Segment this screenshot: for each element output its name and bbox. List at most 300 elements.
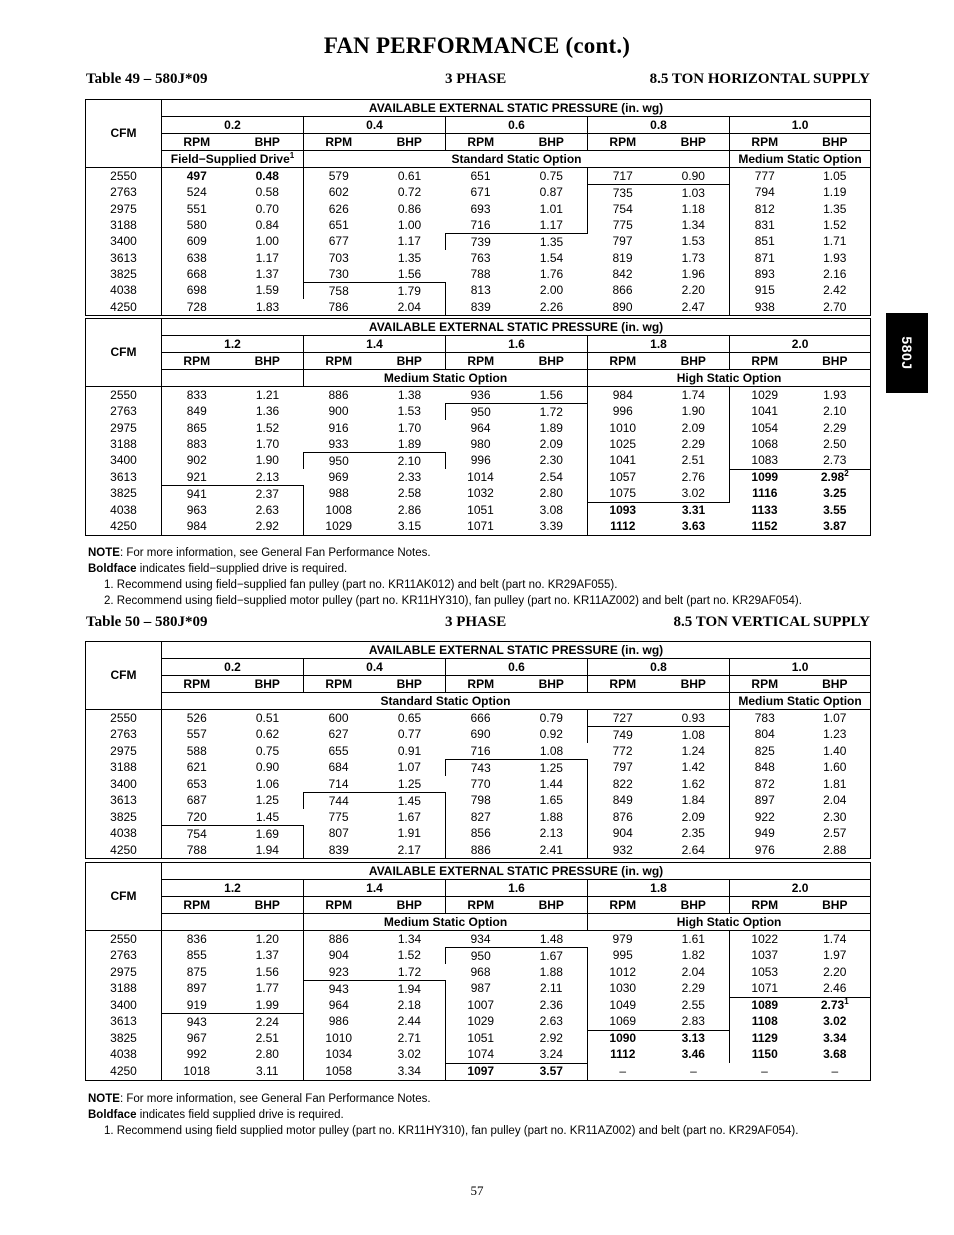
bhp-value: 1.21 [255, 387, 280, 402]
rpm-value: 1030 [609, 981, 637, 996]
bhp-value: 0.90 [681, 168, 705, 183]
bhp-value: 3.34 [397, 1063, 421, 1078]
bhp-value: 2.09 [516, 436, 588, 453]
bhp-value: 1.06 [255, 776, 280, 791]
bhp-value: 1.53 [397, 404, 421, 419]
bhp-header: BHP [374, 676, 446, 693]
rpm-value: 1025 [609, 436, 637, 451]
bhp-header: BHP [374, 353, 446, 370]
rpm-value: 1112 [588, 519, 658, 536]
bhp-value: 2.29 [823, 420, 847, 435]
high-static-label: High Static Option [588, 914, 871, 931]
bhp-value: 1.03 [658, 185, 730, 202]
cfm-value: 3188 [86, 436, 162, 453]
bhp-value: 1.99 [232, 997, 304, 1014]
bhp-value: 0.65 [397, 710, 422, 725]
rpm-header: RPM [304, 897, 374, 914]
pressure-header: 1.8 [588, 880, 730, 897]
table-row [86, 743, 871, 760]
cfm-value: 4038 [86, 283, 162, 300]
medium-static-label: Medium Static Option [730, 151, 871, 168]
rpm-value: 727 [588, 710, 658, 727]
rpm-value: 886 [328, 387, 349, 402]
rpm-value: 1057 [609, 469, 637, 484]
bhp-value: 1.69 [232, 826, 304, 843]
rpm-value: 1051 [467, 502, 494, 517]
rpm-value: 943 [162, 1014, 232, 1031]
rpm-value: 579 [328, 168, 349, 183]
bhp-value: 2.51 [232, 1030, 304, 1047]
rpm-value: 1108 [730, 1014, 800, 1031]
bhp-value: 2.64 [681, 842, 705, 857]
bhp-value: 2.30 [823, 809, 847, 824]
bhp-value: 3.15 [397, 519, 422, 533]
table-row [86, 842, 871, 859]
rpm-header: RPM [588, 134, 658, 151]
bhp-value: 2.44 [374, 1014, 446, 1031]
rpm-header: RPM [304, 676, 374, 693]
pressure-header: 1.0 [730, 659, 871, 676]
rpm-value: 1054 [751, 420, 779, 435]
bhp-value: 2.46 [823, 981, 847, 995]
table-row [86, 793, 871, 810]
bhp-value: 1.56 [232, 964, 304, 981]
table-row [86, 266, 871, 283]
rpm-value: 995 [612, 948, 633, 963]
bhp-header: BHP [800, 134, 871, 151]
rpm-header: RPM [588, 676, 658, 693]
rpm-value: 890 [612, 299, 633, 314]
bhp-value: – [831, 1063, 839, 1078]
bhp-value: 2.47 [681, 299, 705, 314]
rpm-value: 807 [328, 826, 349, 841]
rpm-value: 763 [470, 250, 491, 265]
rpm-value: 886 [470, 842, 491, 857]
field-supplied-drive-label: Field−Supplied Drive$^1$ [162, 151, 304, 168]
pressure-header: 2.0 [730, 336, 871, 353]
bhp-value: 2.73 [823, 453, 847, 467]
empty-option [162, 914, 304, 931]
rpm-value: 1049 [609, 997, 637, 1012]
bhp-value: 3.57 [516, 1063, 588, 1080]
page-number: 57 [470, 1183, 484, 1198]
bhp-header: BHP [516, 676, 588, 693]
rpm-value: 916 [328, 420, 349, 435]
rpm-value: 902 [186, 453, 207, 468]
rpm-value: 627 [328, 727, 349, 742]
rpm-value: 651 [470, 168, 491, 183]
note-line: NOTE: For more information, see General Fan Performance Notes. [88, 547, 431, 559]
pressure-header: 2.0 [730, 880, 871, 897]
cfm-value: 4250 [86, 1063, 162, 1080]
cfm-value: 3400 [86, 997, 162, 1014]
bhp-value: 1.35 [516, 234, 588, 251]
bhp-value: 1.88 [516, 964, 588, 981]
rpm-header: RPM [446, 134, 516, 151]
bhp-value: 0.79 [539, 710, 563, 725]
bhp-value: 2.88 [823, 842, 847, 857]
bhp-header: BHP [658, 134, 730, 151]
table-row [86, 727, 871, 744]
bhp-value: 1.25 [255, 793, 279, 808]
table-row [86, 1047, 871, 1064]
rpm-value: 1007 [467, 997, 495, 1012]
bhp-value: 2.92 [516, 1030, 588, 1047]
cfm-value: 2763 [86, 948, 162, 965]
rpm-value: 651 [328, 217, 349, 232]
rpm-value: 839 [470, 299, 491, 314]
rpm-value: 1097 [446, 1063, 516, 1080]
footnote-1: 1. Recommend using field−supplied fan pulley (part no. KR11AK012) and belt (part no. KR29AF055). [104, 579, 618, 591]
pressure-header: 1.2 [162, 880, 304, 897]
rpm-value: 1069 [609, 1014, 637, 1028]
rpm-value: 600 [328, 710, 349, 725]
rpm-value: 772 [612, 743, 633, 758]
bhp-value: 1.35 [397, 250, 422, 265]
table-50-supply: 8.5 TON VERTICAL SUPPLY [673, 614, 870, 630]
bhp-value: 1.38 [397, 387, 422, 402]
cfm-value: 2763 [86, 727, 162, 744]
rpm-value: 754 [588, 201, 658, 217]
rpm-value: 1090 [588, 1030, 658, 1047]
rpm-value: 797 [612, 234, 633, 249]
rpm-value: 996 [470, 453, 491, 468]
bhp-value: 2.83 [658, 1014, 730, 1031]
medium-static-label: Medium Static Option [304, 914, 588, 931]
bhp-value: 2.54 [516, 469, 588, 486]
rpm-value: 1029 [751, 387, 779, 402]
rpm-value: 638 [186, 250, 207, 265]
bhp-header: BHP [658, 353, 730, 370]
bhp-value: 1.48 [539, 931, 564, 946]
table-row [86, 469, 871, 486]
rpm-value: 744 [304, 793, 374, 810]
rpm-value: 1029 [325, 519, 353, 533]
bhp-value: 2.11 [516, 981, 588, 998]
table-row [86, 519, 871, 536]
cfm-value: 4038 [86, 502, 162, 519]
cfm-value: 4250 [86, 299, 162, 316]
bhp-value: 1.67 [516, 948, 588, 965]
rpm-header: RPM [446, 353, 516, 370]
cfm-value: 4250 [86, 519, 162, 536]
bhp-value: 3.08 [516, 502, 588, 519]
bhp-header: BHP [232, 353, 304, 370]
table-row [86, 948, 871, 965]
table-row [86, 436, 871, 453]
rpm-value: 526 [186, 710, 207, 725]
bhp-value: 2.20 [823, 964, 847, 979]
bhp-header: BHP [516, 897, 588, 914]
bhp-value: 1.56 [516, 387, 588, 404]
bhp-value: 1.01 [539, 201, 563, 216]
rpm-value: 923 [328, 964, 349, 979]
bhp-value: 2.33 [397, 469, 422, 484]
table-row [86, 201, 871, 217]
bhp-value: 0.70 [232, 201, 304, 217]
rpm-value: 866 [612, 283, 633, 298]
rpm-value: 1058 [325, 1063, 353, 1078]
bhp-value: 1.34 [681, 217, 705, 232]
rpm-value: 980 [470, 436, 491, 451]
rpm-value: 967 [186, 1030, 207, 1045]
empty-option [162, 370, 304, 387]
bhp-value: 1.77 [232, 981, 304, 998]
rpm-value: 1051 [467, 1030, 495, 1045]
bhp-value: 1.17 [232, 250, 304, 266]
bhp-value: 1.00 [397, 217, 422, 232]
cfm-value: 3613 [86, 469, 162, 486]
pressure-header: 1.4 [304, 880, 446, 897]
bhp-value: 1.88 [516, 809, 588, 826]
rpm-value: 825 [730, 743, 800, 760]
bhp-value: 1.44 [516, 776, 588, 793]
table-49-caption [86, 71, 870, 89]
rpm-value: 668 [186, 266, 207, 281]
bhp-value: 0.75 [255, 743, 280, 758]
bhp-value: 1.56 [397, 266, 422, 281]
bhp-header: BHP [800, 353, 871, 370]
bhp-value: 2.92 [232, 519, 304, 536]
rpm-value: 798 [470, 793, 491, 808]
rpm-value: 831 [730, 217, 800, 234]
rpm-value: 986 [328, 1014, 349, 1029]
bhp-value: 1.53 [681, 234, 705, 249]
rpm-value: 1129 [730, 1030, 800, 1047]
bhp-value: 1.76 [539, 266, 564, 281]
bhp-value: 0.84 [232, 217, 304, 234]
rpm-value: 897 [730, 793, 800, 810]
bhp-value: 2.98$^2$ [800, 469, 871, 486]
rpm-value: 714 [328, 776, 349, 791]
bhp-header: BHP [374, 897, 446, 914]
bhp-value: 2.42 [823, 283, 847, 298]
bhp-value: 2.70 [823, 299, 847, 314]
cfm-value: 3825 [86, 266, 162, 283]
rpm-header: RPM [588, 897, 658, 914]
cfm-value: 3400 [86, 776, 162, 793]
bhp-value: 1.25 [516, 760, 588, 777]
rpm-value: 1037 [751, 948, 779, 963]
rpm-value: 915 [730, 283, 800, 300]
bhp-value: 2.51 [658, 453, 730, 470]
bhp-value: 1.34 [397, 931, 422, 946]
rpm-value: 941 [162, 486, 232, 503]
cfm-value: 2975 [86, 201, 162, 217]
rpm-header: RPM [588, 353, 658, 370]
rpm-value: 822 [612, 776, 633, 791]
rpm-value: 938 [730, 299, 800, 316]
cfm-value: 3825 [86, 809, 162, 826]
rpm-value: 848 [730, 760, 800, 777]
rpm-value: 1022 [751, 931, 779, 946]
note-line: NOTE: For more information, see General Fan Performance Notes. [88, 1093, 431, 1105]
rpm-value: 1083 [751, 453, 779, 467]
bhp-value: 2.20 [681, 283, 705, 298]
pressure-header: 0.2 [162, 659, 304, 676]
bhp-value: 1.36 [255, 404, 280, 419]
pressure-header: 0.4 [304, 659, 446, 676]
rpm-value: – [619, 1063, 627, 1078]
medium-static-label: Medium Static Option [730, 693, 871, 710]
rpm-value: 849 [612, 793, 633, 808]
bhp-value: 1.83 [255, 299, 280, 314]
standard-static-label: Standard Static Option [304, 151, 730, 168]
rpm-value: 1089 [730, 997, 800, 1014]
table-row [86, 185, 871, 202]
rpm-value: 626 [328, 201, 349, 216]
rpm-value: 524 [186, 185, 207, 200]
table-row [86, 997, 871, 1014]
rpm-value: 687 [186, 793, 207, 808]
table-row [86, 234, 871, 251]
bhp-value: 1.93 [823, 387, 847, 402]
bhp-value: 2.58 [397, 486, 422, 501]
footnote-2: 2. Recommend using field−supplied motor pulley (part no. KR11HY310), fan pulley (part no. KR11AZ002) and belt (part no. KR29AF054). [104, 595, 802, 607]
bhp-value: 2.41 [516, 842, 588, 859]
pressure-header: 0.6 [446, 117, 588, 134]
rpm-value: 497 [186, 168, 207, 183]
bhp-header: BHP [232, 134, 304, 151]
rpm-value: 950 [304, 453, 374, 470]
table-row [86, 502, 871, 519]
bhp-value: 1.70 [397, 420, 422, 435]
rpm-value: 936 [470, 387, 491, 402]
rpm-value: 855 [186, 948, 207, 963]
rpm-value: 904 [328, 948, 349, 963]
table-row [86, 809, 871, 826]
rpm-value: 775 [588, 217, 658, 234]
bhp-value: 1.91 [374, 826, 446, 843]
bhp-value: 1.97 [823, 948, 847, 963]
table-50-part-2 [85, 862, 871, 1081]
rpm-value: 984 [612, 387, 633, 402]
bhp-value: 2.80 [516, 486, 588, 503]
cfm-value: 3400 [86, 453, 162, 470]
bhp-value: 2.04 [658, 964, 730, 981]
bhp-value: 1.24 [681, 743, 705, 758]
bhp-value: 3.34 [823, 1030, 847, 1045]
rpm-value: 1150 [730, 1047, 800, 1064]
bhp-value: 1.72 [516, 404, 588, 421]
bhp-header: BHP [232, 897, 304, 914]
bhp-value: 1.05 [823, 168, 847, 183]
rpm-value: 1116 [752, 486, 778, 501]
rpm-value: 735 [588, 185, 658, 202]
bhp-value: 2.18 [374, 997, 446, 1014]
cfm-value: 2550 [86, 931, 162, 948]
rpm-value: 758 [304, 283, 374, 300]
bhp-value: 3.87 [823, 519, 847, 533]
rpm-value: 621 [186, 760, 207, 775]
bhp-value: 2.63 [516, 1014, 588, 1031]
rpm-value: 1029 [467, 1014, 495, 1029]
bhp-value: 2.09 [681, 809, 705, 824]
table-row [86, 1030, 871, 1047]
table-49-title: Table 49 – 580J*09 [86, 71, 208, 87]
standard-static-label: Standard Static Option [162, 693, 730, 710]
section-tab-label: 580J [899, 336, 915, 370]
bhp-value: 3.24 [516, 1047, 588, 1064]
rpm-value: 851 [730, 234, 800, 251]
rpm-value: 588 [186, 743, 207, 758]
table-row [86, 1063, 871, 1080]
bhp-value: 0.77 [397, 727, 422, 742]
bhp-value: 2.09 [658, 420, 730, 436]
pressure-header: 1.6 [446, 880, 588, 897]
cfm-value: 3613 [86, 250, 162, 266]
rpm-value: 842 [612, 266, 633, 281]
rpm-value: 922 [730, 809, 800, 826]
pressure-header: 0.2 [162, 117, 304, 134]
rpm-value: 609 [186, 234, 207, 249]
rpm-header: RPM [162, 897, 232, 914]
rpm-value: 754 [162, 826, 232, 843]
rpm-value: 788 [186, 842, 207, 857]
bhp-header: BHP [658, 897, 730, 914]
pressure-header: 1.6 [446, 336, 588, 353]
bhp-value: 1.89 [397, 436, 422, 451]
rpm-value: 984 [186, 519, 207, 533]
bhp-value: 1.72 [397, 964, 422, 979]
rpm-value: 950 [446, 404, 516, 421]
bhp-value: 1.70 [255, 436, 280, 451]
bhp-value: 1.20 [232, 931, 304, 948]
bhp-value: – [690, 1063, 697, 1078]
bhp-value: 2.17 [374, 842, 446, 859]
bhp-value: 2.80 [232, 1047, 304, 1064]
bhp-value: 3.11 [232, 1063, 304, 1080]
bhp-value: 1.40 [823, 743, 847, 758]
rpm-value: 1014 [467, 469, 494, 484]
pressure-header: 1.0 [730, 117, 871, 134]
table-row [86, 217, 871, 234]
bhp-value: 0.61 [397, 168, 422, 183]
rpm-value: 865 [186, 420, 207, 435]
table-row [86, 760, 871, 777]
rpm-value: 812 [730, 201, 800, 217]
table-row [86, 250, 871, 266]
rpm-value: 1074 [467, 1047, 495, 1061]
medium-static-label: Medium Static Option [304, 370, 588, 387]
cfm-value: 3825 [86, 1030, 162, 1047]
table-row [86, 387, 871, 404]
rpm-value: 1152 [751, 519, 778, 533]
table-row [86, 931, 871, 948]
rpm-value: 1034 [325, 1047, 353, 1062]
bhp-value: 2.00 [539, 283, 564, 298]
bhp-header: BHP [516, 353, 588, 370]
rpm-value: 839 [328, 842, 349, 857]
rpm-value: 883 [186, 436, 207, 451]
cfm-value: 2763 [86, 185, 162, 202]
cfm-value: 2550 [86, 168, 162, 185]
bhp-value: 2.76 [658, 469, 730, 486]
bhp-value: 2.26 [539, 299, 564, 314]
rpm-value: 976 [730, 842, 800, 859]
bhp-value: 3.02 [374, 1047, 446, 1064]
table-50-part-1 [85, 641, 871, 859]
rpm-value: 886 [328, 931, 349, 946]
table-49-phase: 3 PHASE [445, 71, 507, 87]
bhp-header: BHP [658, 676, 730, 693]
table-row [86, 453, 871, 470]
bhp-value: 1.25 [397, 776, 422, 791]
boldface-line: Boldface indicates field supplied drive is required. [88, 1109, 344, 1121]
table-49-supply: 8.5 TON HORIZONTAL SUPPLY [649, 71, 870, 87]
rpm-value: 788 [470, 266, 491, 281]
rpm-value: 690 [470, 727, 491, 742]
